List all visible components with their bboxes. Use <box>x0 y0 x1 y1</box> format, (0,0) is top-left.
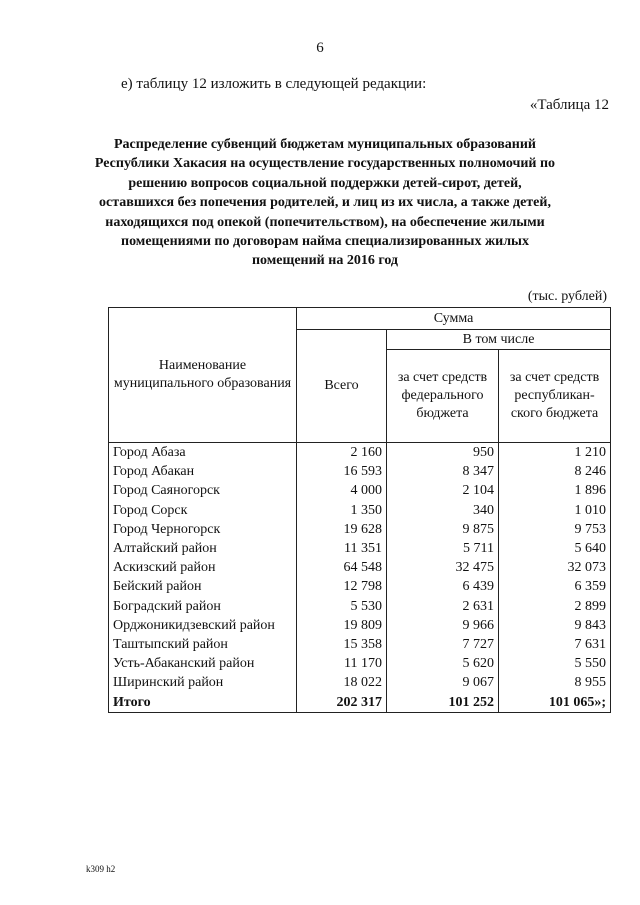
cell-name: Орджоникидзевский район <box>109 616 297 635</box>
total-row <box>109 692 611 712</box>
header-republic: за счет средств республикан-ского бюджета <box>499 350 611 443</box>
header-total: Всего <box>297 330 387 443</box>
cell-republic: 5 550 <box>499 654 611 673</box>
header-including: В том числе <box>387 330 611 350</box>
total-cell-federal: 101 252 <box>387 692 499 712</box>
cell-federal: 340 <box>387 501 499 520</box>
cell-name: Таштыпский район <box>109 635 297 654</box>
cell-name: Город Черногорск <box>109 520 297 539</box>
table-row <box>109 520 611 539</box>
table-body <box>109 443 611 713</box>
table-row <box>109 577 611 596</box>
header-name: Наименование муниципального образования <box>109 308 297 443</box>
cell-republic: 8 246 <box>499 462 611 481</box>
total-cell-total: 202 317 <box>297 692 387 712</box>
cell-total: 18 022 <box>297 673 387 692</box>
cell-total: 16 593 <box>297 462 387 481</box>
cell-federal: 32 475 <box>387 558 499 577</box>
cell-republic: 1 210 <box>499 443 611 463</box>
cell-total: 12 798 <box>297 577 387 596</box>
table-row <box>109 481 611 500</box>
cell-republic: 5 640 <box>499 539 611 558</box>
cell-name: Боградский район <box>109 597 297 616</box>
total-cell-republic: 101 065»; <box>499 692 611 712</box>
cell-total: 11 170 <box>297 654 387 673</box>
page-number: 6 <box>316 40 324 56</box>
cell-total: 19 809 <box>297 616 387 635</box>
cell-federal: 2 104 <box>387 481 499 500</box>
table-label: «Таблица 12 <box>529 97 609 113</box>
cell-federal: 5 620 <box>387 654 499 673</box>
cell-name: Алтайский район <box>109 539 297 558</box>
intro-text: е) таблицу 12 изложить в следующей редакции: <box>121 76 427 92</box>
cell-federal: 950 <box>387 443 499 463</box>
cell-republic: 32 073 <box>499 558 611 577</box>
units-label: (тыс. рублей) <box>527 289 607 304</box>
table-row <box>109 597 611 616</box>
cell-republic: 9 843 <box>499 616 611 635</box>
cell-total: 15 358 <box>297 635 387 654</box>
cell-name: Ширинский район <box>109 673 297 692</box>
cell-total: 11 351 <box>297 539 387 558</box>
cell-name: Город Саяногорск <box>109 481 297 500</box>
cell-republic: 1 010 <box>499 501 611 520</box>
table-row <box>109 654 611 673</box>
cell-total: 1 350 <box>297 501 387 520</box>
cell-name: Город Абакан <box>109 462 297 481</box>
header-sum: Сумма <box>297 308 611 330</box>
cell-total: 19 628 <box>297 520 387 539</box>
cell-name: Усть-Абаканский район <box>109 654 297 673</box>
cell-federal: 9 966 <box>387 616 499 635</box>
table-row <box>109 462 611 481</box>
cell-total: 64 548 <box>297 558 387 577</box>
cell-total: 4 000 <box>297 481 387 500</box>
footer-code: k309 h2 <box>86 864 116 874</box>
table-row <box>109 443 611 463</box>
cell-federal: 8 347 <box>387 462 499 481</box>
cell-federal: 6 439 <box>387 577 499 596</box>
cell-republic: 8 955 <box>499 673 611 692</box>
cell-republic: 6 359 <box>499 577 611 596</box>
cell-federal: 9 875 <box>387 520 499 539</box>
cell-federal: 2 631 <box>387 597 499 616</box>
table-row <box>109 616 611 635</box>
table-row <box>109 539 611 558</box>
cell-republic: 9 753 <box>499 520 611 539</box>
table-row <box>109 635 611 654</box>
header-federal: за счет средств федерального бюджета <box>387 350 499 443</box>
table-row <box>109 673 611 692</box>
cell-republic: 7 631 <box>499 635 611 654</box>
subvention-table <box>108 307 611 713</box>
cell-name: Город Сорск <box>109 501 297 520</box>
document-title: Распределение субвенций бюджетам муниципальных образований Республики Хакасия на осуществление государственных полномочий по решению вопросов социальной поддержки детей-сирот, детей, оставшихся без попечения родителей, и лиц из их числа, а также детей, находящихся под опекой (попечительством), на обеспечение жилыми помещениями по договорам найма специализированных жилых помещений на 2016 год <box>94 137 556 269</box>
cell-total: 5 530 <box>297 597 387 616</box>
cell-name: Город Абаза <box>109 443 297 463</box>
cell-federal: 7 727 <box>387 635 499 654</box>
cell-federal: 5 711 <box>387 539 499 558</box>
cell-republic: 2 899 <box>499 597 611 616</box>
cell-name: Аскизский район <box>109 558 297 577</box>
table-row <box>109 558 611 577</box>
cell-republic: 1 896 <box>499 481 611 500</box>
cell-total: 2 160 <box>297 443 387 463</box>
table-row <box>109 501 611 520</box>
cell-name: Бейский район <box>109 577 297 596</box>
total-cell-name: Итого <box>109 692 297 712</box>
cell-federal: 9 067 <box>387 673 499 692</box>
